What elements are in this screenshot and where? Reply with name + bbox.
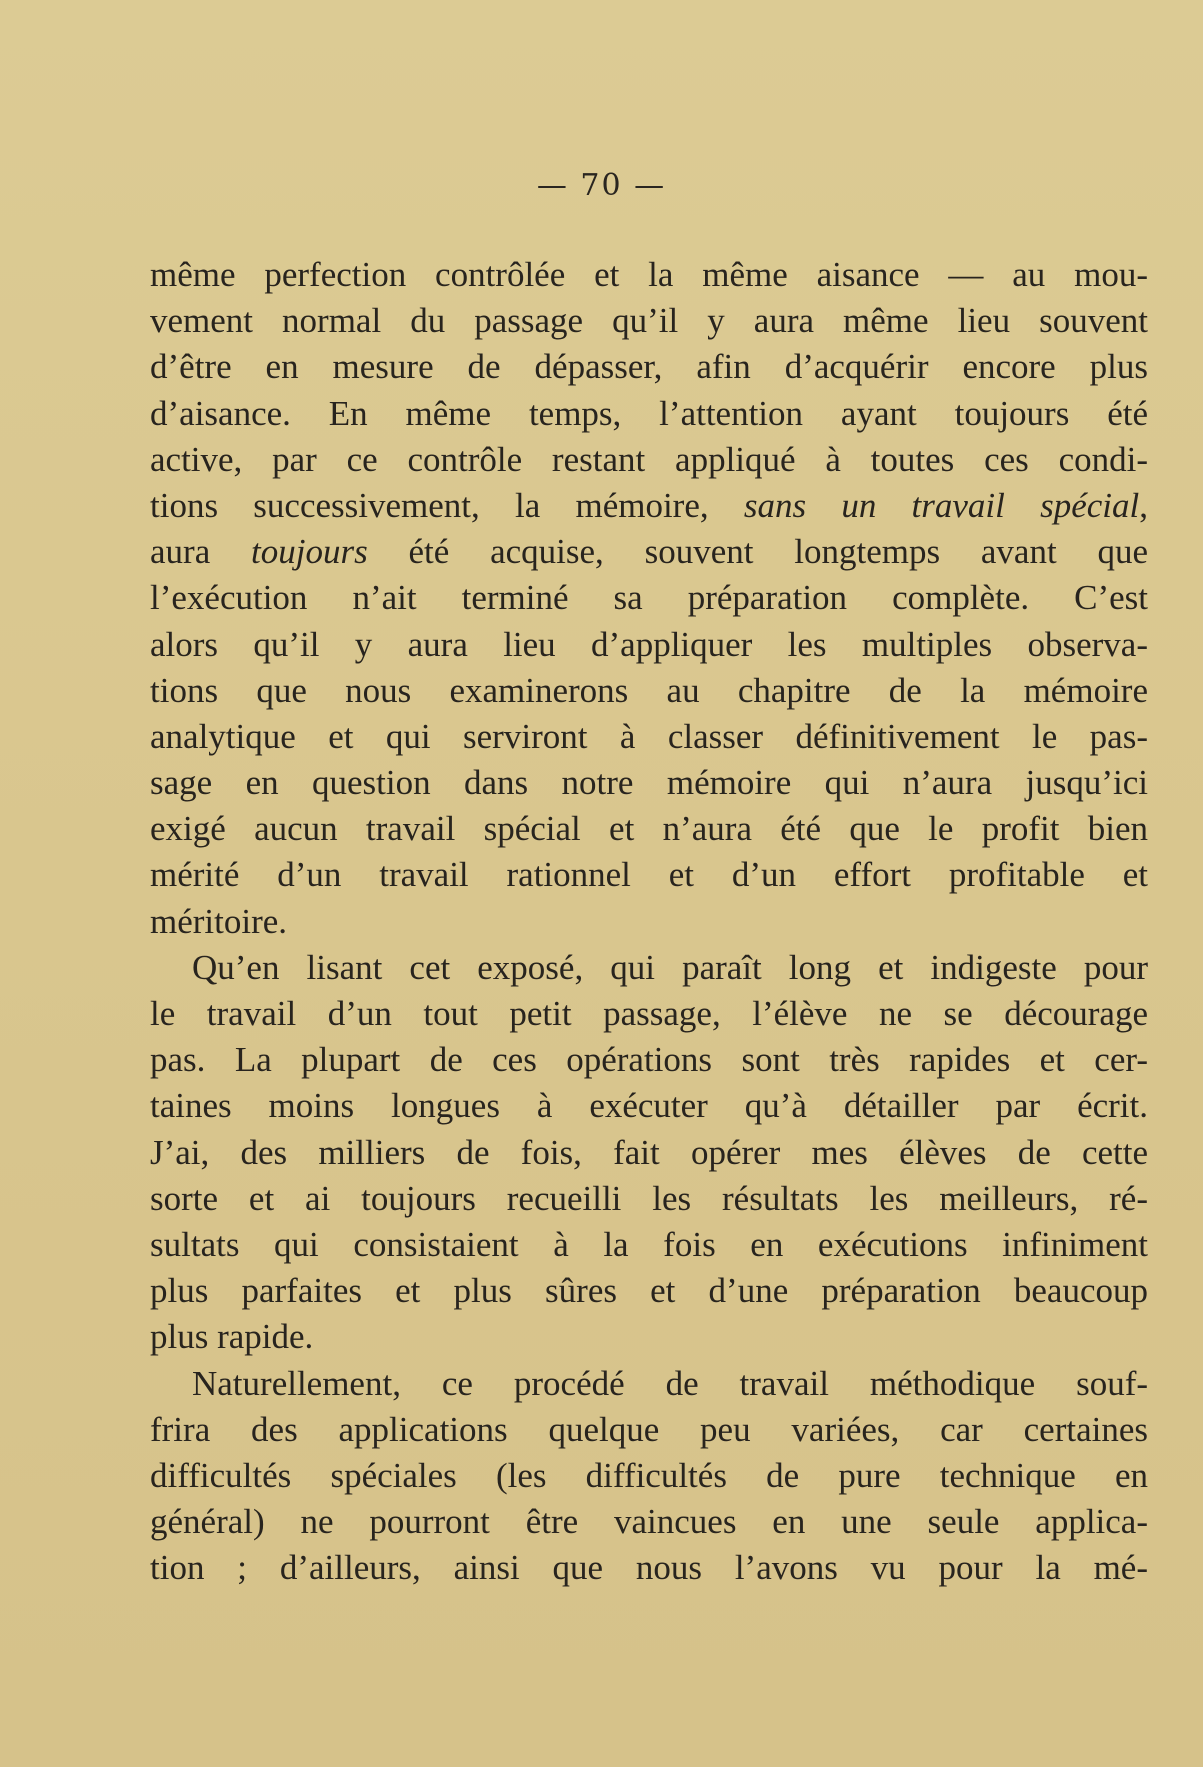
text-line: J’ai, des milliers de fois, fait opérer mes élèves de cette xyxy=(150,1132,1148,1172)
text-run: aura xyxy=(150,532,252,572)
text-line: vement normal du passage qu’il y aura même lieu souvent xyxy=(150,301,1148,341)
text-line: active, par ce contrôle restant appliqué à toutes ces condi- xyxy=(150,439,1148,479)
text-line: méritoire. xyxy=(150,901,288,941)
text-line: difficultés spéciales (les difficultés de pure technique en xyxy=(150,1455,1148,1495)
text-line xyxy=(150,483,1148,529)
text-line: sorte et ai toujours recueilli les résultats les meilleurs, ré- xyxy=(150,1178,1148,1218)
text-line: le travail d’un tout petit passage, l’élève ne se décourage xyxy=(150,994,1148,1033)
text-line: Qu’en lisant cet exposé, qui paraît long et indigeste pour xyxy=(192,947,1148,987)
text-line xyxy=(150,529,1148,575)
text-line: même perfection contrôlée et la même aisance — au mou- xyxy=(150,255,1148,294)
italic-text-run: sans un travail spécial xyxy=(743,485,1140,525)
paragraph xyxy=(150,1361,1148,1592)
text-line: mérité d’un travail rationnel et d’un effort profitable et xyxy=(150,855,1148,895)
body-text xyxy=(150,252,1148,1591)
text-line: tion ; d’ailleurs, ainsi que nous l’avons vu pour la mé- xyxy=(150,1548,1148,1588)
page-number: — 70 — xyxy=(536,168,667,203)
text-line: Naturellement, ce procédé de travail méthodique souf- xyxy=(192,1363,1148,1403)
text-line: plus rapide. xyxy=(150,1317,314,1357)
text-line: pas. La plupart de ces opérations sont très rapides et cer- xyxy=(150,1040,1148,1080)
text-line: général) ne pourront être vaincues en une seule applica- xyxy=(150,1502,1148,1542)
text-line: analytique et qui serviront à classer définitivement le pas- xyxy=(150,716,1148,756)
paragraph xyxy=(150,252,1148,945)
text-line: d’être en mesure de dépasser, afin d’acquérir encore plus xyxy=(150,347,1148,387)
text-line: exigé aucun travail spécial et n’aura été que le profit bien xyxy=(150,809,1148,849)
text-line: plus parfaites et plus sûres et d’une préparation beaucoup xyxy=(150,1271,1148,1311)
text-run: , xyxy=(1139,485,1148,525)
italic-text-run: toujours xyxy=(251,532,368,572)
text-line: alors qu’il y aura lieu d’appliquer les multiples observa- xyxy=(150,624,1148,664)
text-line: taines moins longues à exécuter qu’à détailler par écrit. xyxy=(150,1086,1148,1126)
paragraph xyxy=(150,945,1148,1361)
text-line: sultats qui consistaient à la fois en exécutions infiniment xyxy=(150,1224,1148,1264)
text-line: frira des applications quelque peu variées, car certaines xyxy=(150,1409,1148,1449)
text-line: sage en question dans notre mémoire qui n’aura jusqu’ici xyxy=(150,763,1148,803)
text-line: d’aisance. En même temps, l’attention ayant toujours été xyxy=(150,393,1148,433)
text-run: tions successivement, la mémoire, xyxy=(150,485,744,525)
text-run: été acquise, souvent longtemps avant que xyxy=(367,532,1148,572)
text-line: tions que nous examinerons au chapitre de la mémoire xyxy=(150,670,1148,710)
text-line: l’exécution n’ait terminé sa préparation complète. C’est xyxy=(150,578,1148,618)
